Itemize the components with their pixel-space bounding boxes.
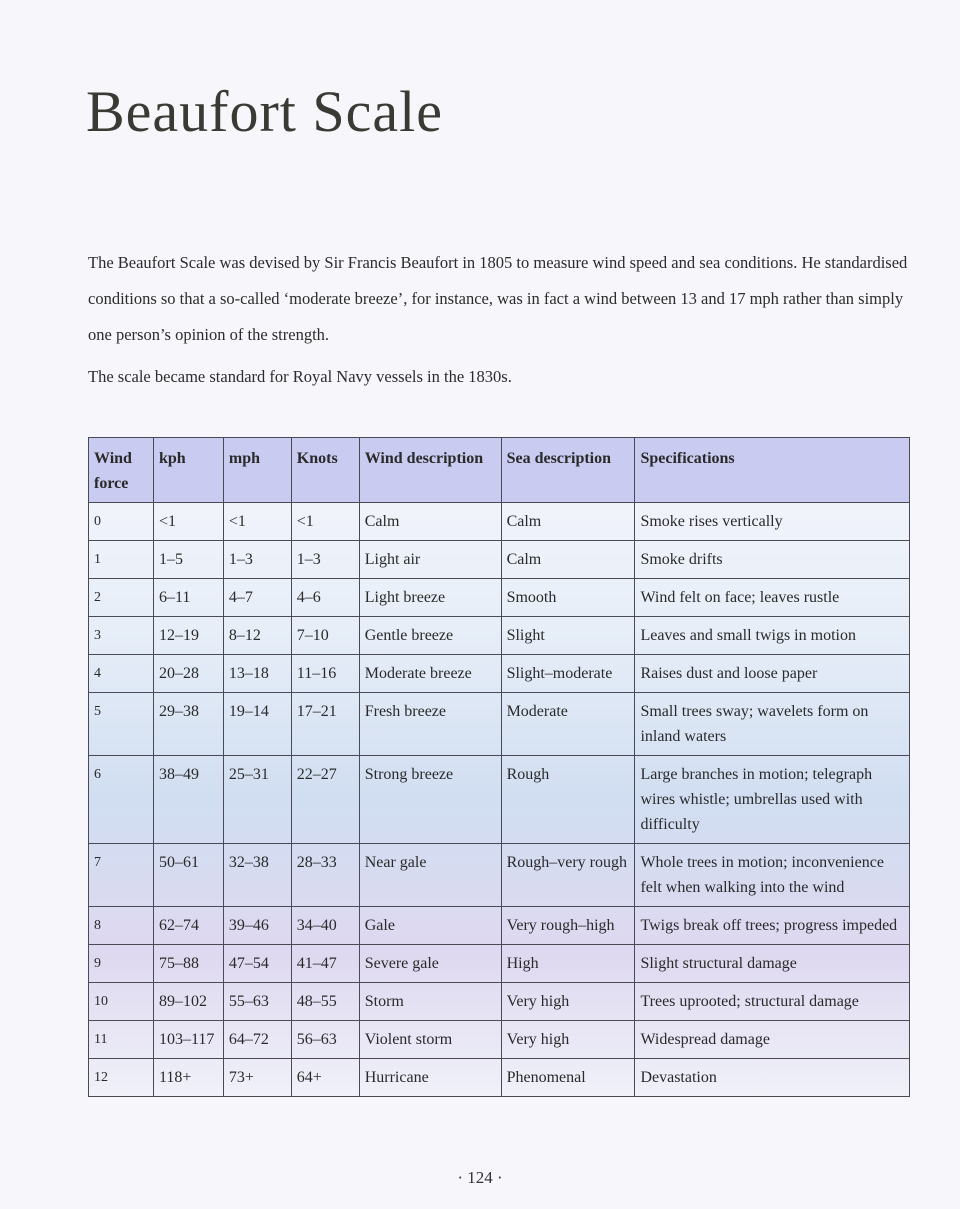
table-cell: 28–33: [291, 844, 359, 907]
table-cell: 19–14: [223, 693, 291, 756]
table-row: [89, 655, 910, 693]
beaufort-table-container: [88, 437, 910, 1097]
table-cell: 64+: [291, 1059, 359, 1097]
table-row: [89, 907, 910, 945]
table-cell: 7–10: [291, 617, 359, 655]
table-cell: 56–63: [291, 1021, 359, 1059]
table-cell: Hurricane: [359, 1059, 501, 1097]
table-cell: Leaves and small twigs in motion: [635, 617, 910, 655]
table-cell: Twigs break off trees; progress impeded: [635, 907, 910, 945]
table-cell: <1: [153, 503, 223, 541]
table-cell: Strong breeze: [359, 756, 501, 844]
table-cell: 50–61: [153, 844, 223, 907]
page-title: Beaufort Scale: [86, 79, 444, 144]
table-cell: 1–3: [291, 541, 359, 579]
table-cell: 4: [89, 655, 154, 693]
table-cell: Rough: [501, 756, 635, 844]
column-header: kph: [153, 438, 223, 503]
table-cell: Rough–very rough: [501, 844, 635, 907]
table-cell: <1: [223, 503, 291, 541]
table-cell: 10: [89, 983, 154, 1021]
table-cell: Calm: [359, 503, 501, 541]
table-row: [89, 503, 910, 541]
table-cell: 6–11: [153, 579, 223, 617]
table-cell: 12: [89, 1059, 154, 1097]
table-cell: 48–55: [291, 983, 359, 1021]
table-row: [89, 983, 910, 1021]
table-cell: Very rough–high: [501, 907, 635, 945]
table-cell: Severe gale: [359, 945, 501, 983]
table-cell: Light breeze: [359, 579, 501, 617]
table-row: [89, 617, 910, 655]
beaufort-table: [88, 437, 910, 1097]
table-cell: 25–31: [223, 756, 291, 844]
table-cell: Calm: [501, 541, 635, 579]
table-cell: 1–3: [223, 541, 291, 579]
table-cell: Very high: [501, 1021, 635, 1059]
table-cell: <1: [291, 503, 359, 541]
table-cell: 39–46: [223, 907, 291, 945]
table-row: [89, 945, 910, 983]
table-cell: Gale: [359, 907, 501, 945]
table-cell: 4–6: [291, 579, 359, 617]
table-cell: Smoke drifts: [635, 541, 910, 579]
table-cell: 0: [89, 503, 154, 541]
table-cell: Near gale: [359, 844, 501, 907]
table-cell: Moderate breeze: [359, 655, 501, 693]
table-cell: 11–16: [291, 655, 359, 693]
table-row: [89, 579, 910, 617]
table-cell: 7: [89, 844, 154, 907]
table-cell: Devastation: [635, 1059, 910, 1097]
table-cell: Slight structural damage: [635, 945, 910, 983]
table-cell: Whole trees in motion; inconvenience felt when walking into the wind: [635, 844, 910, 907]
table-cell: 47–54: [223, 945, 291, 983]
table-cell: Gentle breeze: [359, 617, 501, 655]
table-cell: Storm: [359, 983, 501, 1021]
intro-paragraph: The Beaufort Scale was devised by Sir Francis Beaufort in 1805 to measure wind speed and sea conditions. He standardised conditions so that a so-called ‘moderate breeze’, for instance, was in fact a wind between 13 and 17 mph rather than simply one person’s opinion of the strength.: [88, 253, 908, 344]
table-cell: 9: [89, 945, 154, 983]
column-header: Sea description: [501, 438, 635, 503]
table-cell: 12–19: [153, 617, 223, 655]
table-cell: Raises dust and loose paper: [635, 655, 910, 693]
column-header: Specifications: [635, 438, 910, 503]
table-cell: Light air: [359, 541, 501, 579]
table-cell: Wind felt on face; leaves rustle: [635, 579, 910, 617]
table-cell: 6: [89, 756, 154, 844]
column-header: Knots: [291, 438, 359, 503]
table-cell: 103–117: [153, 1021, 223, 1059]
table-cell: Slight–moderate: [501, 655, 635, 693]
table-cell: 5: [89, 693, 154, 756]
table-cell: 4–7: [223, 579, 291, 617]
table-cell: Smooth: [501, 579, 635, 617]
table-cell: 1: [89, 541, 154, 579]
table-cell: Trees uprooted; structural damage: [635, 983, 910, 1021]
table-cell: 22–27: [291, 756, 359, 844]
table-cell: 64–72: [223, 1021, 291, 1059]
table-row: [89, 1059, 910, 1097]
table-cell: 8–12: [223, 617, 291, 655]
table-cell: 73+: [223, 1059, 291, 1097]
table-cell: Slight: [501, 617, 635, 655]
table-cell: Moderate: [501, 693, 635, 756]
page-number: · 124 ·: [457, 1168, 503, 1187]
table-cell: 55–63: [223, 983, 291, 1021]
column-header: Wind description: [359, 438, 501, 503]
table-cell: 75–88: [153, 945, 223, 983]
table-row: [89, 1021, 910, 1059]
table-cell: 3: [89, 617, 154, 655]
table-cell: 17–21: [291, 693, 359, 756]
table-cell: 32–38: [223, 844, 291, 907]
table-cell: Very high: [501, 983, 635, 1021]
table-cell: 11: [89, 1021, 154, 1059]
column-header: Wind force: [89, 438, 154, 503]
table-row: [89, 844, 910, 907]
table-cell: 29–38: [153, 693, 223, 756]
table-body: [89, 503, 910, 1097]
table-cell: 13–18: [223, 655, 291, 693]
second-paragraph: The scale became standard for Royal Navy vessels in the 1830s.: [88, 367, 512, 386]
table-cell: 118+: [153, 1059, 223, 1097]
table-cell: Small trees sway; wavelets form on inland waters: [635, 693, 910, 756]
table-cell: 41–47: [291, 945, 359, 983]
column-header: mph: [223, 438, 291, 503]
table-cell: 38–49: [153, 756, 223, 844]
table-cell: Widespread damage: [635, 1021, 910, 1059]
table-cell: 1–5: [153, 541, 223, 579]
table-cell: Large branches in motion; telegraph wires whistle; umbrellas used with difficulty: [635, 756, 910, 844]
table-cell: High: [501, 945, 635, 983]
table-cell: Smoke rises vertically: [635, 503, 910, 541]
table-cell: Violent storm: [359, 1021, 501, 1059]
table-cell: 34–40: [291, 907, 359, 945]
table-cell: Calm: [501, 503, 635, 541]
table-row: [89, 693, 910, 756]
table-cell: 2: [89, 579, 154, 617]
table-header-row: [89, 438, 910, 503]
table-cell: 89–102: [153, 983, 223, 1021]
table-row: [89, 756, 910, 844]
table-cell: 62–74: [153, 907, 223, 945]
table-row: [89, 541, 910, 579]
table-cell: Fresh breeze: [359, 693, 501, 756]
table-cell: 20–28: [153, 655, 223, 693]
table-cell: 8: [89, 907, 154, 945]
table-cell: Phenomenal: [501, 1059, 635, 1097]
